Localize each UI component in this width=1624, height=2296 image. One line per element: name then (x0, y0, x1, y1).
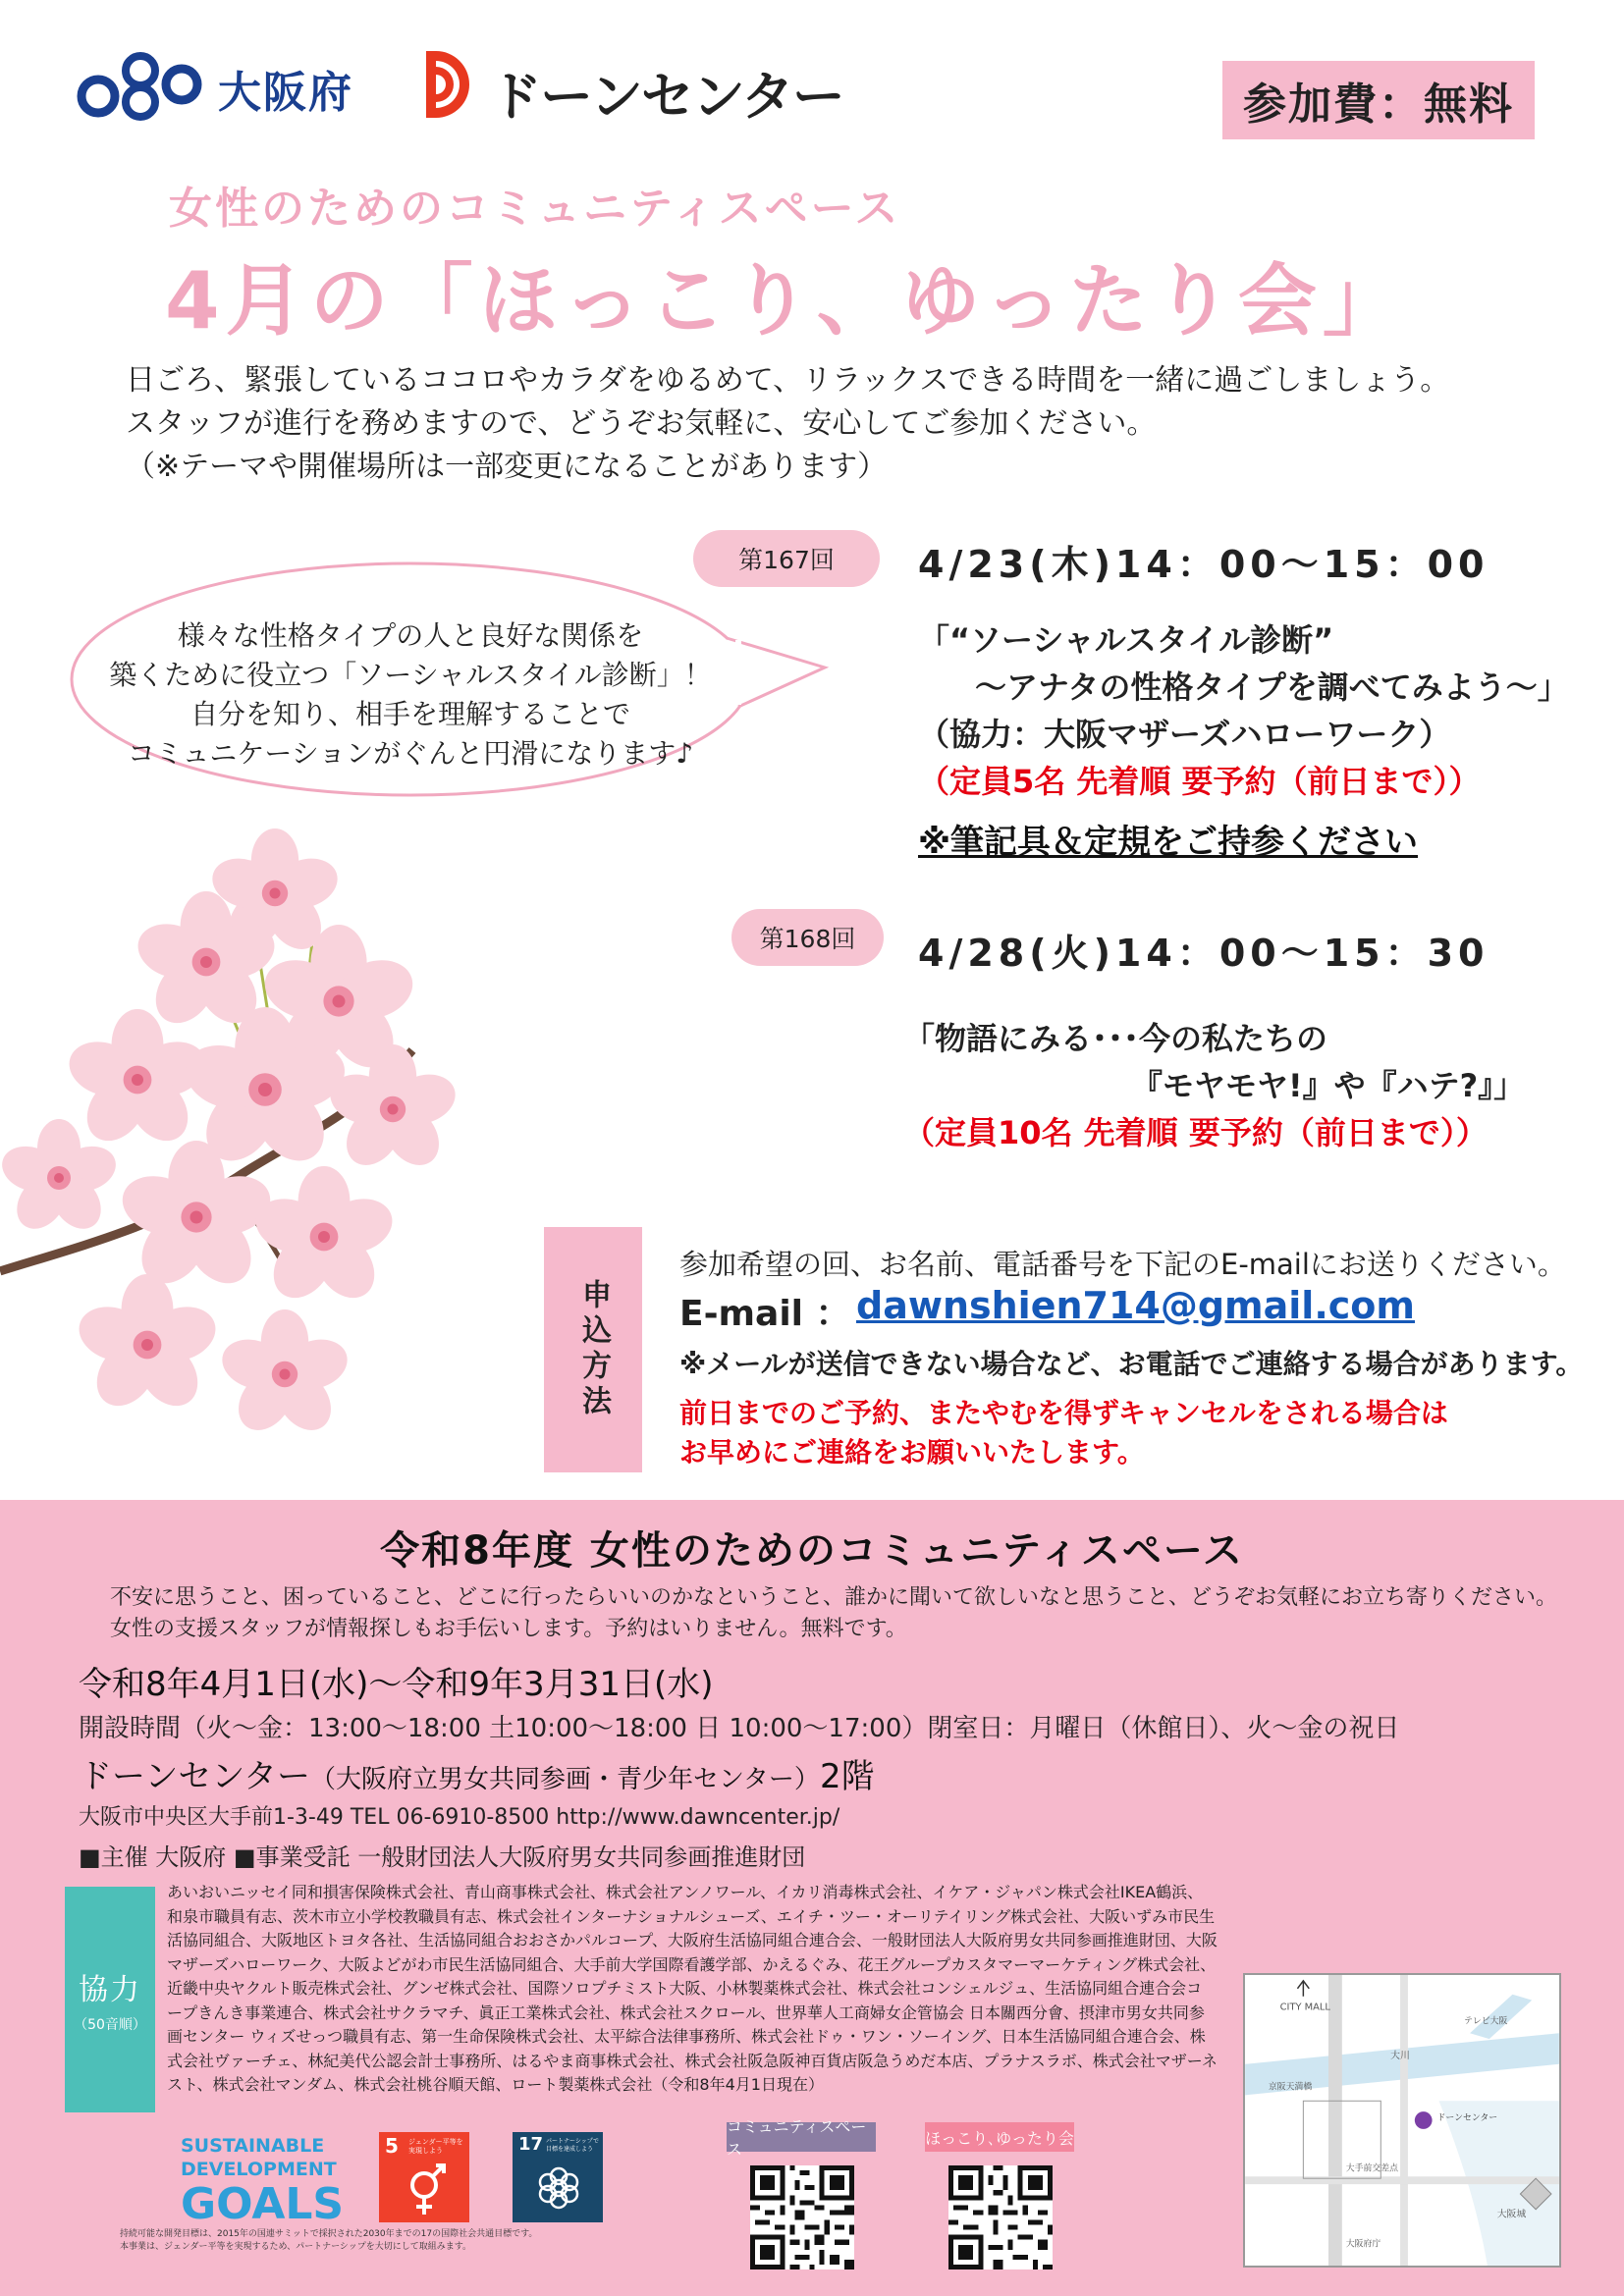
session-167-datetime: 4/23(木)14：00～15：00 (918, 543, 1489, 586)
sdgs-logo (181, 2130, 353, 2224)
footer-title: 令和8年度 女性のためのコミュニティスペース (380, 1528, 1244, 1574)
footer-description (110, 1582, 1557, 1645)
cooperation-label: 協力 (79, 1973, 141, 2007)
apply-note: ※メールが送信できない場合など、お電話でご連絡する場合があります。 (679, 1348, 1584, 1380)
speech-bubble-text (39, 616, 782, 774)
session-168-badge: 第168回 (731, 909, 884, 966)
sdg-line2: DEVELOPMENT (181, 2159, 337, 2180)
session-167-theme-line1: 「“ソーシャルスタイル診断” (918, 621, 1334, 659)
qr-hokkori-label: ほっこり､ゆったり会 (925, 2122, 1074, 2152)
session-168-theme-line1: 「物語にみる･･･今の私たちの (903, 1020, 1328, 1057)
apply-cancel-line: お早めにご連絡をお願いいたします。 (679, 1436, 1145, 1468)
cooperation-sublabel: （50音順） (74, 2017, 146, 2033)
session-167-theme (918, 616, 1569, 805)
apply-cancel-line: 前日までのご予約、またやむを得ずキャンセルをされる場合は (679, 1397, 1448, 1429)
access-map (1243, 1973, 1561, 2268)
map-label-tv: テレビ大阪 (1464, 2016, 1508, 2027)
intro-line: 日ごろ、緊張しているココロやカラダをゆるめて、リラックスできる時間を一緒に過ごしましょう。 (126, 363, 1450, 398)
map-label-office: 大阪府庁 (1345, 2239, 1381, 2250)
email-link[interactable]: dawnshien714@gmail.com (856, 1284, 1415, 1327)
dawn-center-label: ドーンセンター (489, 66, 843, 128)
session-168-theme (903, 1015, 1525, 1156)
bubble-line: 築くために役立つ「ソーシャルスタイル診断」！ (109, 659, 712, 691)
dawn-center-logo-icon (424, 47, 479, 122)
footer-desc-line: 女性の支援スタッフが情報探しもお手伝いします。予約はいりません。無料です。 (110, 1617, 907, 1641)
sdg-line1: SUSTAINABLE (181, 2135, 325, 2157)
sdg17-number: 17 (518, 2134, 544, 2155)
session-168-datetime: 4/28(火)14：00～15：30 (918, 932, 1489, 975)
apply-cancel-note (679, 1394, 1448, 1472)
osaka-prefecture-logo-icon (77, 51, 204, 122)
apply-instruction: 参加希望の回、お名前、電話番号を下記のE-mailにお送りください。 (679, 1248, 1566, 1281)
session-168-theme-line2: 『モヤモヤ!』や『ハテ?』」 (1131, 1067, 1526, 1104)
bubble-line: 自分を知り、相手を理解することで (189, 698, 630, 730)
footer-hours: 開設時間（火～金：13:00～18:00 土10:00～18:00 日 10:00～17:00）閉室日：月曜日（休館日）、火～金の祝日 (79, 1714, 1400, 1743)
map-label-dawn: ドーンセンター (1436, 2113, 1498, 2123)
sdg-goal-17-icon (513, 2132, 603, 2222)
session-167-coop: （協力：大阪マザーズハローワーク） (918, 716, 1451, 753)
apply-method-tab (544, 1227, 642, 1472)
venue-subtitle: （大阪府立男女共同参画・青少年センター） (309, 1765, 820, 1794)
footer-period: 令和8年4月1日(水)～令和9年3月31日(水) (79, 1665, 714, 1704)
footer-address: 大阪市中央区大手前1-3-49 TEL 06-6910-8500 http://www.dawncenter.jp/ (79, 1805, 840, 1830)
apply-method-label: 申込方法 (576, 1279, 611, 1420)
qr-code-icon[interactable] (948, 2165, 1053, 2269)
intro-text (126, 359, 1449, 489)
sdg5-caption: ジェンダー平等を実現しよう (408, 2138, 463, 2155)
sdg-note (120, 2228, 537, 2254)
osaka-prefecture-label: 大阪府 (218, 68, 353, 118)
map-label-castle: 大阪城 (1496, 2209, 1527, 2220)
email-label: E-mail ： (679, 1294, 851, 1334)
cherry-blossom-illustration (0, 825, 550, 1492)
map-label-crossing: 大手前交差点 (1345, 2163, 1399, 2174)
map-label-citymall: CITY MALL (1279, 2002, 1330, 2013)
sdg5-number: 5 (385, 2134, 399, 2158)
sdg-line3: GOALS (181, 2179, 345, 2224)
intro-line: （※テーマや開催場所は一部変更になることがあります） (126, 450, 888, 484)
sdg-note-line: 本事業は、ジェンダー平等を実現するため、パートナーシップを大切にして取組みます。 (120, 2242, 472, 2252)
bubble-line: 様々な性格タイプの人と良好な関係を (177, 619, 644, 652)
qr-community-label: コミュニティスペース (727, 2122, 876, 2152)
session-167-theme-line2: ～アナタの性格タイプを調べてみよう～」 (975, 668, 1569, 706)
bubble-line: コミュニケーションがぐんと円滑になります♪ (127, 737, 694, 770)
intro-line: スタッフが進行を務めますので、どうぞお気軽に、安心してご参加ください。 (126, 406, 1157, 441)
session-167-note: ※筆記具＆定規をご持参ください (918, 823, 1419, 862)
sdg-note-line: 持続可能な開発目標は、2015年の国連サミットで採択された2030年までの17の国際社会共通目標です。 (120, 2229, 538, 2239)
venue-name: ドーンセンター (79, 1757, 310, 1796)
fee-badge: 参加費：無料 (1222, 61, 1535, 139)
footer-organizer: ■主催 大阪府 ■事業受託 一般財団法人大阪府男女共同参画推進財団 (79, 1843, 806, 1871)
footer-venue (79, 1749, 875, 1797)
sdg17-caption: パートナーシップで目標を達成しよう (546, 2138, 599, 2153)
session-168-capacity: （定員10名 先着順 要予約（前日まで）） (903, 1114, 1488, 1151)
event-subtitle: 女性のためのコミュニティスペース (169, 184, 901, 234)
event-title: 4月の「ほっこり、ゆったり会」 (165, 255, 1407, 347)
map-label-station: 京阪天満橋 (1268, 2082, 1313, 2093)
session-167-capacity: （定員5名 先着順 要予約（前日まで）） (918, 763, 1481, 800)
qr-code-icon[interactable] (750, 2165, 854, 2269)
session-167-badge: 第167回 (693, 530, 880, 587)
cooperation-list: あいおいニッセイ同和損害保険株式会社、青山商事株式会社、株式会社アンノワール、イカリ消毒株式会社、イケア・ジャパン株式会社IKEA鶴浜、和泉市職員有志、茨木市立小学校教職員有志、株式会社インターナショナルシューズ、エイチ・ツー・オーリテイリング株式会社、大阪いずみ市民生活協同組合、大阪地区トヨタ各社、生活協同組合おおさかパルコープ、大阪府生活協同組合連合会、一般財団法人大阪府男女共同参画推進財団、大阪マザーズハローワーク、大阪よどがわ市民生活協同組合、大手前大学国際看護学部、かえるぐみ、花王グループカスタマーマーケティング株式会社、近畿中央ヤクルト販売株式会社、グンゼ株式会社、国際ソロプチミスト大阪、小林製薬株式会社、株式会社コンシェルジュ、生活協同組合連合会コープきんき事業連合、株式会社サクラマチ、眞正工業株式会社、株式会社スクロール、世界華人工商婦女企管協会 日本關西分會、摂津市男女共同参画センター ウィズせっつ職員有志、第一生命保険株式会社、太平綜合法律事務所、株式会社ドゥ・ワン・ソーイング、日本生活協同組合連合会、株式会社ヴァーチェ、林紀美代公認会計士事務所、はるやま商事株式会社、株式会社阪急阪神百貨店阪急うめだ本店、プラナスラボ、株式会社マザーネスト、株式会社マンダム、株式会社桃谷順天館、ロート製薬株式会社（令和8年4月1日現在） (167, 1883, 1218, 2094)
map-label-river: 大川 (1390, 2050, 1410, 2061)
cooperation-badge (65, 1887, 155, 2112)
venue-floor: 2階 (819, 1757, 875, 1796)
sdg-goal-5-icon (379, 2132, 469, 2222)
footer-desc-line: 不安に思うこと、困っていること、どこに行ったらいいのかなということ、誰かに聞いて欲しいなと思うこと、どうぞお気軽にお立ち寄りください。 (110, 1585, 1558, 1610)
